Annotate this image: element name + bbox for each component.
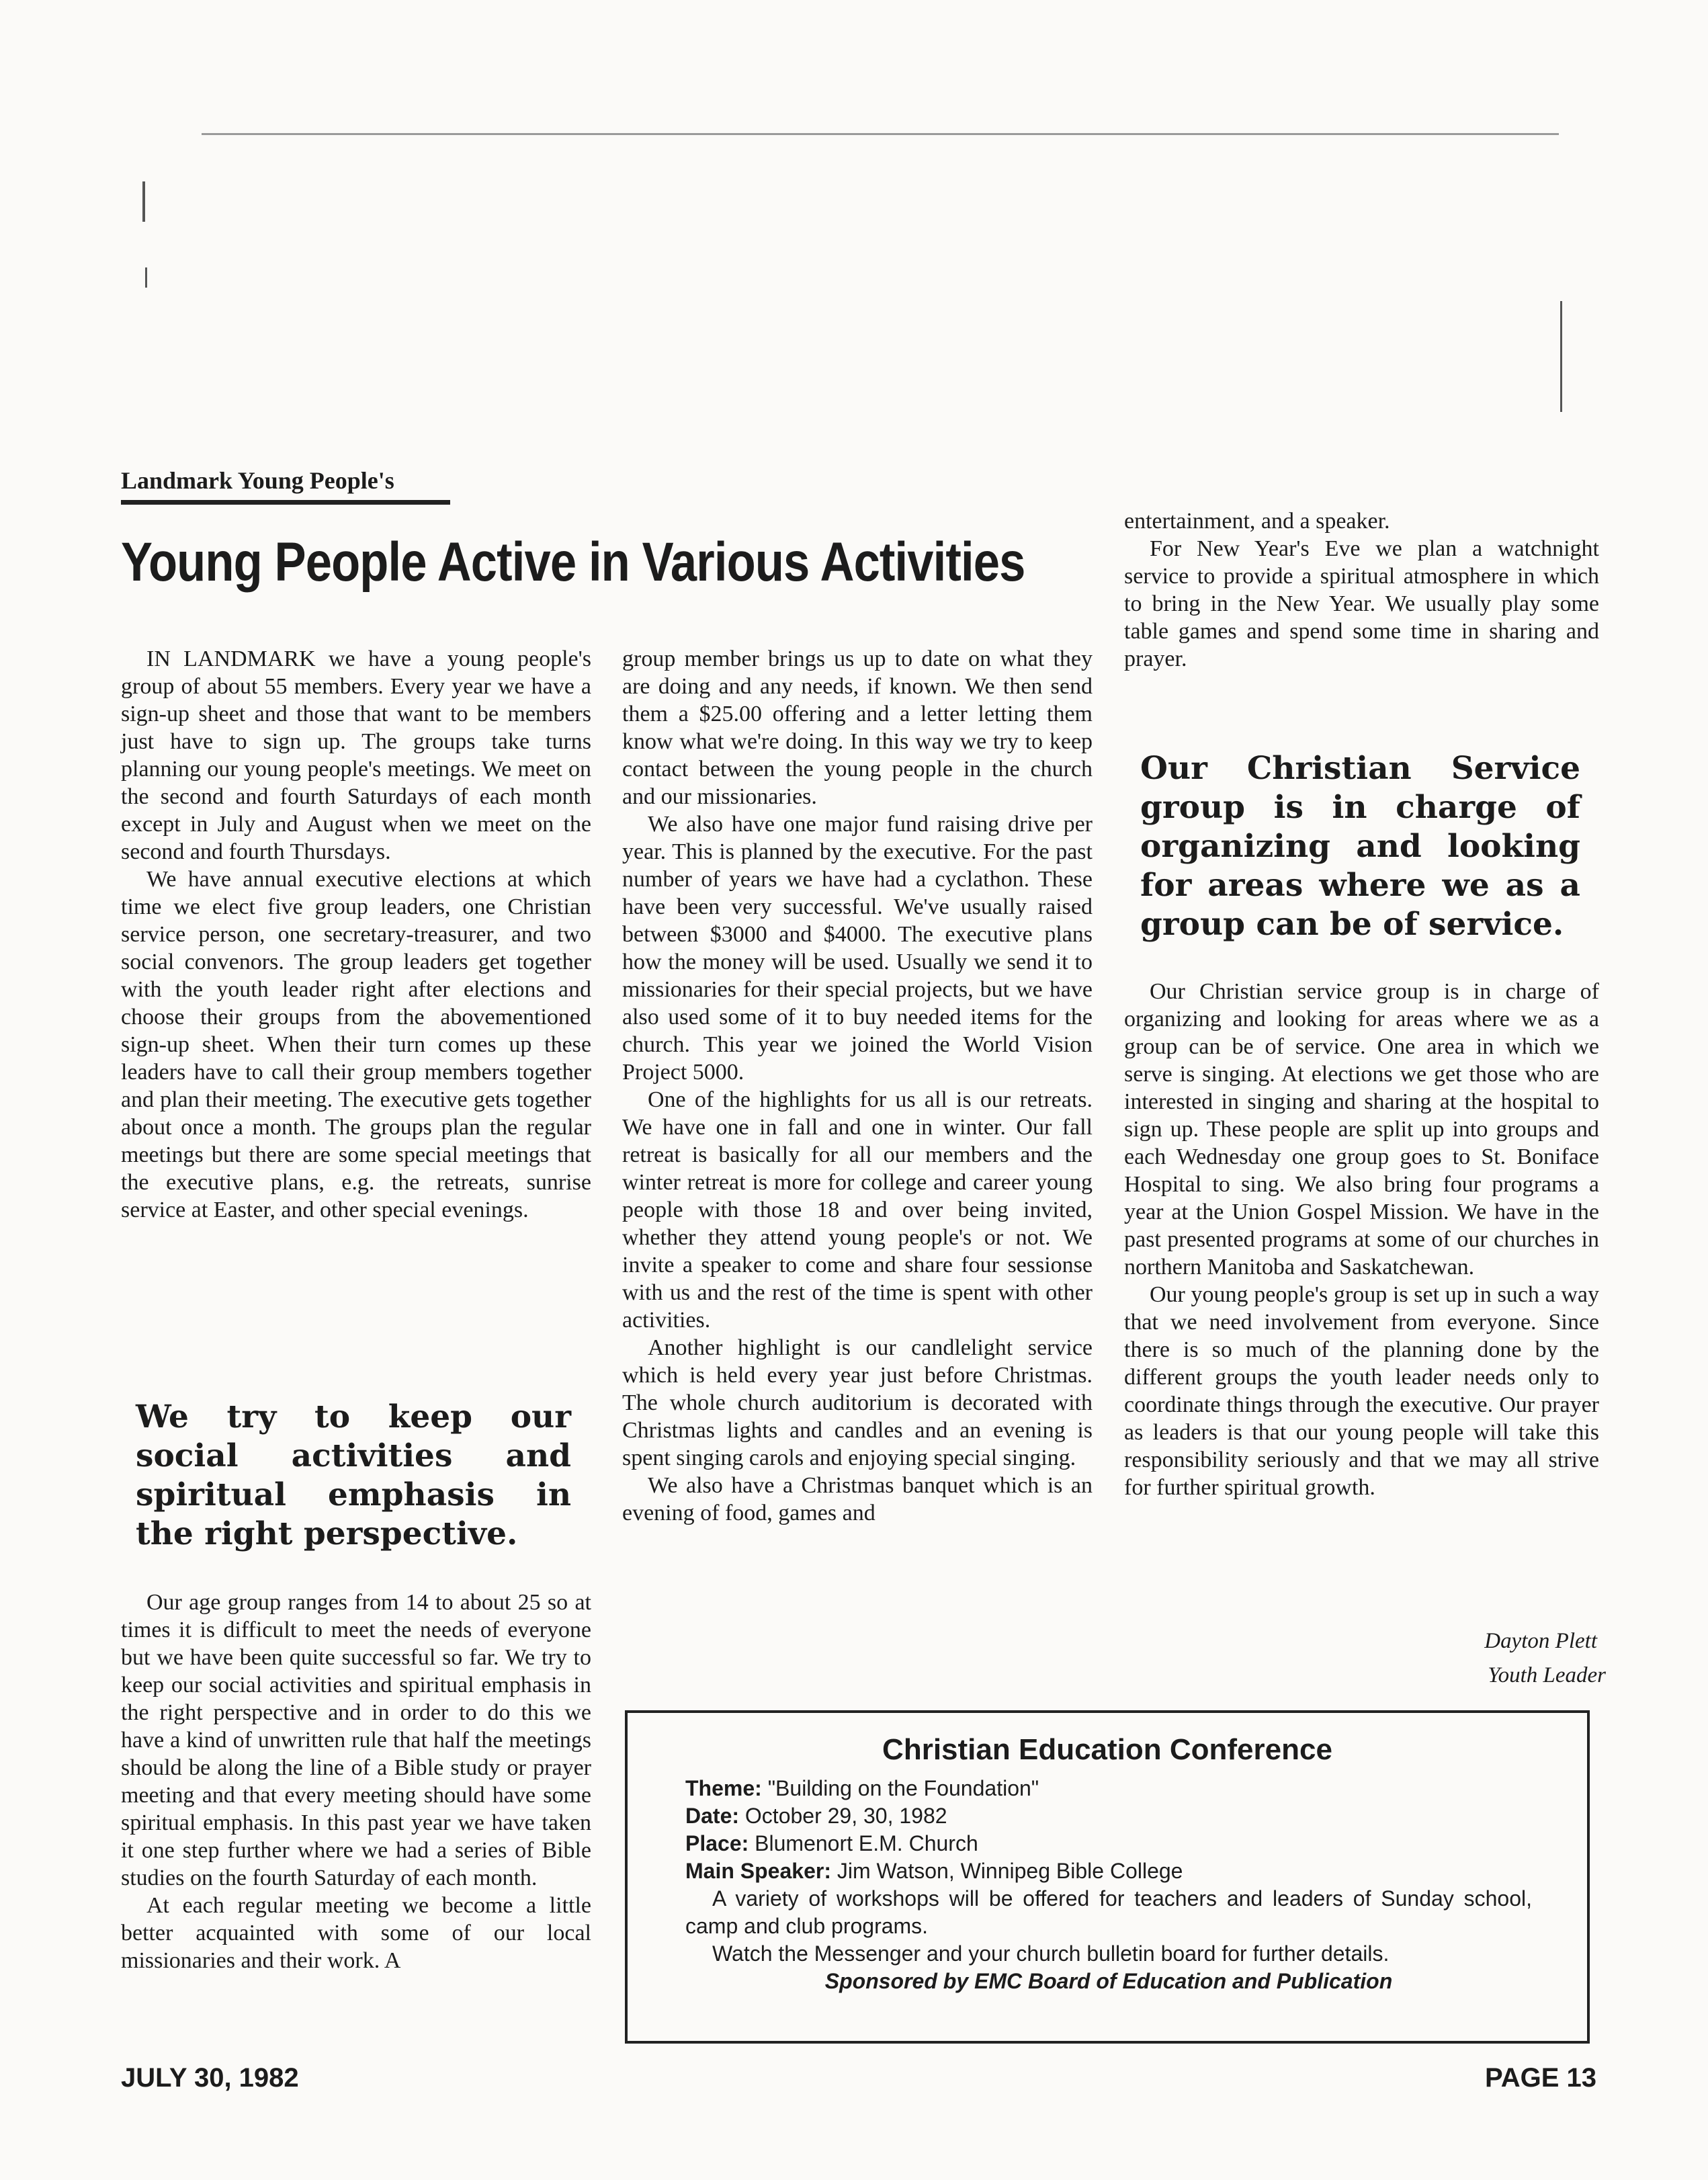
paragraph: We have annual executive elections at which time we elect five group leaders, one Christian service person, one secretary-treasurer, and two social convenors. The group leaders get together with the youth leader right after elections and choose their groups from the abovementioned sign-up sheet. When their turn comes up these leaders have to call their group members together and plan their meeting. The executive gets together about once a month. The groups plan the regular meetings but there are some special meetings that the executive plans, e.g. the retreats, sunrise service at Easter, and other special evenings. bbox=[121, 867, 591, 1222]
paragraph: group member brings us up to date on what they are doing and any needs, if known. We then send them a $25.00 offering and a letter letting them know what we're doing. In this way we try to keep contact between the young people in the church and our missionaries. bbox=[622, 646, 1093, 809]
place-value: Blumenort E.M. Church bbox=[755, 1831, 978, 1855]
paragraph: Our young people's group is set up in such a way that we need involvement from everyone. Since there is so much of the planning done by the different groups the youth leader needs only to coordinate things through the executive. Our prayer as leaders is that our young people will take this responsibility seriously and that we may all strive for further spiritual growth. bbox=[1124, 1282, 1599, 1500]
pullquote-2: Our Christian Service group is in charge of organizing and looking for areas where we as a group can be of service. bbox=[1140, 750, 1580, 943]
workshops-line: A variety of workshops will be offered for teachers and leaders of Sunday school, camp and club programs. bbox=[685, 1886, 1532, 1938]
paragraph: At each regular meeting we become a little better acquainted with some of our local missionaries and their work. A bbox=[121, 1893, 591, 1973]
paragraph: IN LANDMARK we have a young people's group of about 55 members. Every year we have a sign-up sheet and those that want to be members just have to sign up. The groups take turns planning our young people's meetings. We meet on the second and fourth Saturdays of each month except in July and August when we meet on the second and fourth Thursdays. bbox=[121, 646, 591, 864]
paragraph: We also have a Christmas banquet which is an evening of food, games and bbox=[622, 1473, 1093, 1525]
headline: Young People Active in Various Activities bbox=[121, 532, 1025, 593]
footer-date: JULY 30, 1982 bbox=[121, 2063, 299, 2093]
watch-line: Watch the Messenger and your church bulletin board for further details. bbox=[712, 1941, 1390, 1966]
pullquote-1: We try to keep our social activities and spiritual emphasis in the right perspective. bbox=[136, 1398, 571, 1552]
place-label: Place: bbox=[685, 1831, 749, 1855]
theme-label: Theme: bbox=[685, 1776, 762, 1800]
paragraph: For New Year's Eve we plan a watchnight service to provide a spiritual atmosphere in which to bring in the New Year. We usually play some table games and spend some time in sharing and prayer. bbox=[1124, 536, 1599, 671]
speaker-label: Main Speaker: bbox=[685, 1859, 831, 1883]
column-1-bottom bbox=[121, 1589, 591, 1974]
paragraph: We also have one major fund raising drive per year. This is planned by the executive. For the past number of years we have had a cyclathon. These have been very successful. We've usually raised between $3000 and $4000. The executive plans how the money will be used. Usually we send it to missionaries for their special projects, but we have also used some of it to buy needed items for the church. This year we joined the World Vision Project 5000. bbox=[622, 812, 1093, 1085]
date-value: October 29, 30, 1982 bbox=[744, 1804, 947, 1828]
date-label: Date: bbox=[685, 1804, 740, 1828]
signature-title: Youth Leader bbox=[1488, 1663, 1606, 1687]
paragraph: Our Christian service group is in charge of organizing and looking for areas where we as a group can be of service. One area in which we serve is singing. At elections we get those who are interested in singing and sharing at the hospital to sign up. These people are split up into groups and each Wednesday one group goes to St. Boniface Hospital to sing. We also bring four programs a year at the Union Gospel Mission. We have in the past presented programs at some of our churches in northern Manitoba and Saskatchewan. bbox=[1124, 979, 1599, 1280]
conference-box bbox=[625, 1710, 1590, 2044]
conference-title: Christian Education Conference bbox=[882, 1733, 1332, 1766]
paragraph: Another highlight is our candlelight service which is held every year just before Christmas. The whole church auditorium is decorated with Christmas lights and candles and an evening is spent singing carols and enjoying special singing. bbox=[622, 1335, 1093, 1470]
place-line bbox=[685, 1830, 1532, 1857]
footer-page: PAGE 13 bbox=[1485, 2063, 1596, 2093]
date-line bbox=[685, 1802, 1532, 1830]
theme-line bbox=[685, 1775, 1532, 1802]
column-1-top bbox=[121, 645, 591, 1224]
paragraph: entertainment, and a speaker. bbox=[1124, 509, 1390, 534]
conference-details bbox=[685, 1775, 1532, 1995]
speaker-value: Jim Watson, Winnipeg Bible College bbox=[837, 1859, 1183, 1883]
column-2 bbox=[622, 645, 1093, 1527]
kicker: Landmark Young People's bbox=[121, 467, 394, 494]
theme-value: "Building on the Foundation" bbox=[767, 1776, 1039, 1800]
paragraph: Our age group ranges from 14 to about 25 so at times it is difficult to meet the needs of everyone but we have been quite successful so far. We try to keep our social activities and spiritual emphasis in the right perspective and in order to do this we have a kind of unwritten rule that half the meetings should be along the line of a Bible study or prayer meeting and that every meeting should have some spiritual emphasis. In this past year we have taken it one step further where we had a series of Bible studies on the fourth Saturday of each month. bbox=[121, 1590, 591, 1890]
signature-name: Dayton Plett bbox=[1484, 1629, 1597, 1653]
column-3-bottom bbox=[1124, 978, 1599, 1501]
column-3-top bbox=[1124, 507, 1599, 673]
speaker-line bbox=[685, 1857, 1532, 1885]
margin-mark bbox=[1560, 301, 1562, 412]
kicker-underline bbox=[121, 500, 450, 505]
paragraph: One of the highlights for us all is our retreats. We have one in fall and one in winter. Our fall retreat is basically for all our members and the winter retreat is more for college and career young people with those 18 and over being invited, whether they attend young people's or not. We invite a speaker to come and share four sessionse with us and the rest of the time is spent with other activities. bbox=[622, 1087, 1093, 1333]
top-rule bbox=[202, 133, 1559, 135]
margin-mark bbox=[142, 181, 145, 222]
sponsor-line: Sponsored by EMC Board of Education and Publication bbox=[824, 1969, 1393, 1993]
margin-mark bbox=[145, 267, 147, 288]
